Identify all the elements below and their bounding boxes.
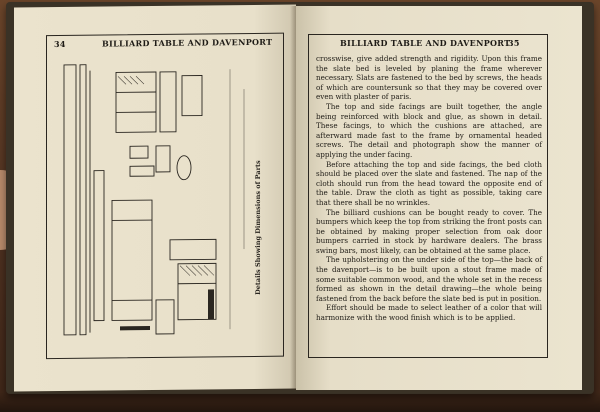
bottom-shadow [0, 392, 600, 412]
body-text [316, 54, 542, 323]
right-page-number: 35 [508, 38, 520, 48]
paragraph: Effort should be made to select leather of a color that will harmonize with the wood finish which is to be applied. [316, 303, 542, 323]
drawing-ball-detail [177, 156, 191, 180]
drawing-small-detail [130, 146, 148, 158]
drawing-panel [94, 171, 104, 321]
figure-caption: Details Showing Dimensions of Parts [254, 160, 262, 295]
right-page [296, 6, 582, 390]
drawing-rail-inner [80, 65, 86, 335]
paragraph: The billiard cushions can be bought ready to cover. The bumpers which keep the top from striking the front posts can be obtained by making proper selection from oak door bumpers carried in stock by hardware dealers. The brass swing bars, most likely, can be obtained at the same place. [316, 207, 542, 255]
paragraph: The top and side facings are built together, the angle being reinforced with block and glue, as shown in detail. These facings, to which the cushions are attached, are afterward made fast to the frame by ornamental headed screws. The detail and photograph show the manner of applying the under facing. [316, 101, 542, 159]
drawing-front-elevation [112, 200, 152, 320]
drawing-solid-block [208, 289, 214, 319]
paragraph: The upholstering on the under side of the top—the back of the davenport—is to be built upon a stout frame made of some suitable common wood, and the whole set in the recess formed as shown in the detail drawing—the whole being fastened from the back before the slate bed is put in position. [316, 255, 542, 303]
technical-drawing [60, 49, 270, 351]
drawing-rail-outer [64, 65, 76, 335]
left-page-number: 34 [54, 38, 66, 50]
left-running-head: BILLIARD TABLE AND DAVENPORT [102, 36, 273, 49]
paragraph: crosswise, give added strength and rigidity. Upon this frame the slate bed is leveled by planing the frame wherever necessary. Slats are fastened to the bed by screws, the heads of which are countersunk so that they may be covered over even with plaster of paris. [316, 54, 542, 102]
right-running-head: BILLIARD TABLE AND DAVENPORT [340, 38, 511, 48]
drawing-leg-detail [116, 72, 156, 132]
left-page [14, 5, 296, 392]
paragraph: Before attaching the top and side facings, the bed cloth should be placed over the slate and fastened. The nap of the cloth should run from the head toward the opposite end of the table. Draw the cloth as tight as possible, taking care that there shall be no wrinkles. [316, 159, 542, 207]
drawing-cushion-section [170, 239, 216, 259]
